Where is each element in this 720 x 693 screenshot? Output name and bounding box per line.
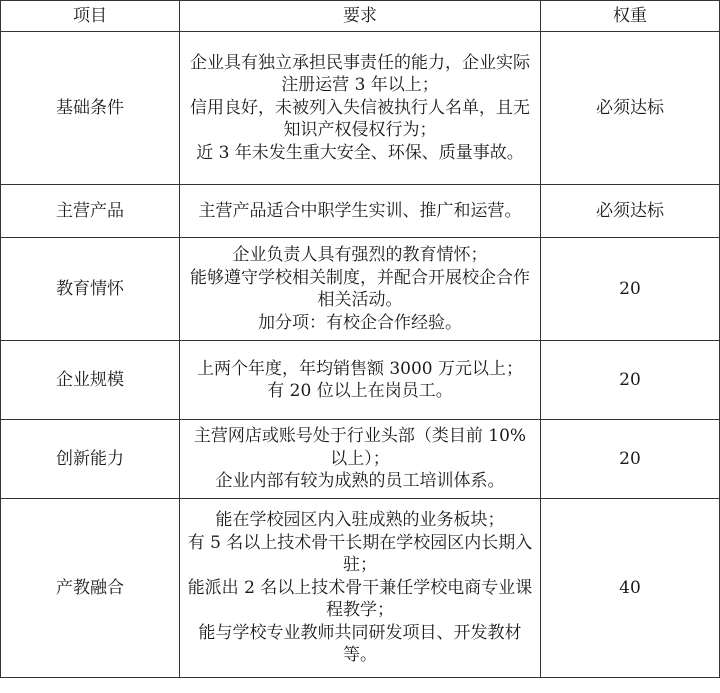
item-cell: 主营产品 xyxy=(1,185,180,238)
requirement-line: 信用良好，未被列入失信被执行人名单，且无知识产权侵权行为； xyxy=(190,97,530,141)
weight-cell: 必须达标 xyxy=(541,32,720,185)
header-requirement: 要求 xyxy=(180,1,541,32)
requirement-cell xyxy=(180,185,541,238)
requirement-cell xyxy=(180,420,541,499)
requirement-line: 能与学校专业教师共同研发项目、开发教材等。 xyxy=(198,622,522,666)
item-cell: 基础条件 xyxy=(1,32,180,185)
requirement-line: 能在学校园区内入驻成熟的业务板块； xyxy=(215,510,505,531)
requirement-cell xyxy=(180,341,541,420)
requirement-cell xyxy=(180,32,541,185)
requirement-line: 有 5 名以上技术骨干长期在学校园区内长期入驻； xyxy=(187,532,533,576)
requirement-line: 能够遵守学校相关制度，并配合开展校企合作相关活动。 xyxy=(190,267,530,310)
table-row xyxy=(1,238,720,341)
item-cell: 企业规模 xyxy=(1,341,180,420)
requirement-line: 企业具有独立承担民事责任的能力，企业实际注册运营 3 年以上； xyxy=(190,52,530,96)
table-row xyxy=(1,420,720,499)
requirement-line: 主营网店或账号处于行业头部（类目前 10% 以上）； xyxy=(193,426,527,469)
requirement-line: 主营产品适合中职学生实训、推广和运营。 xyxy=(198,200,522,221)
item-cell: 产教融合 xyxy=(1,499,180,678)
item-cell: 教育情怀 xyxy=(1,238,180,341)
header-item: 项目 xyxy=(1,1,180,32)
requirement-line: 企业负责人具有强烈的教育情怀； xyxy=(232,245,488,265)
requirement-line: 能派出 2 名以上技术骨干兼任学校电商专业课程教学； xyxy=(187,577,533,621)
weight-cell: 必须达标 xyxy=(541,185,720,238)
weight-cell: 20 xyxy=(541,420,720,499)
header-row xyxy=(1,1,720,32)
weight-cell: 20 xyxy=(541,238,720,341)
requirement-line: 有 20 位以上在岗员工。 xyxy=(267,381,453,401)
weight-cell: 40 xyxy=(541,499,720,678)
weight-cell: 20 xyxy=(541,341,720,420)
requirement-line: 近 3 年未发生重大安全、环保、质量事故。 xyxy=(196,142,524,163)
table-row xyxy=(1,341,720,420)
header-weight: 权重 xyxy=(541,1,720,32)
requirement-line: 加分项：有校企合作经验。 xyxy=(258,312,462,333)
table-row xyxy=(1,32,720,185)
table-row xyxy=(1,499,720,678)
requirement-line: 上两个年度，年均销售额 3000 万元以上； xyxy=(196,358,524,379)
requirement-cell xyxy=(180,499,541,678)
requirement-line: 企业内部有较为成熟的员工培训体系。 xyxy=(215,471,505,492)
requirement-cell xyxy=(180,238,541,341)
table-row xyxy=(1,185,720,238)
item-cell: 创新能力 xyxy=(1,420,180,499)
